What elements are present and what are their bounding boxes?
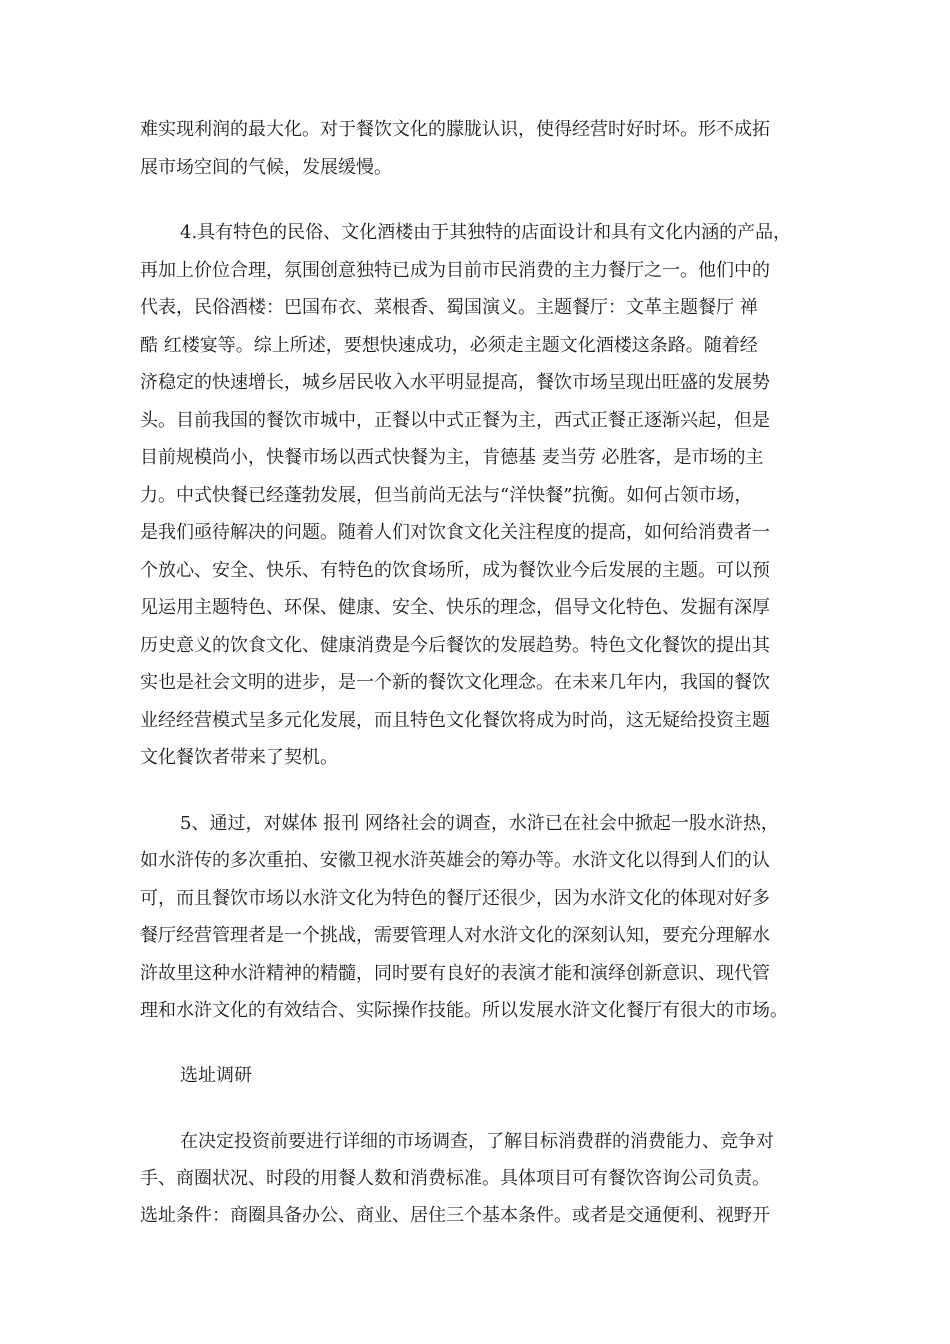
text-line: 浒故里这种水浒精神的精髓，同时要有良好的表演才能和演绎创新意识、现代管	[140, 963, 770, 984]
text-line: 展市场空间的气候，发展缓慢。	[140, 157, 392, 178]
text-line: 手、商圈状况、时段的用餐人数和消费标准。具体项目可有餐饮咨询公司负责。	[140, 1168, 770, 1189]
text-line: 酷 红楼宴等。综上所述，要想快速成功，必须走主题文化酒楼这条路。随着经	[140, 335, 758, 356]
text-line: 在决定投资前要进行详细的市场调查，了解目标消费群的消费能力、竞争对	[180, 1131, 774, 1152]
text-line: 如水浒传的多次重拍、安徽卫视水浒英雄会的筹办等。水浒文化以得到人们的认	[140, 850, 770, 871]
text-line: 历史意义的饮食文化、健康消费是今后餐饮的发展趋势。特色文化餐饮的提出其	[140, 635, 770, 656]
text-line: 实也是社会文明的进步，是一个新的餐饮文化理念。在未来几年内，我国的餐饮	[140, 672, 770, 693]
text-line: 力。中式快餐已经蓬勃发展，但当前尚无法与“洋快餐”抗衡。如何占领市场，	[140, 485, 753, 506]
text-line: 选址条件：商圈具备办公、商业、居住三个基本条件。或者是交通便利、视野开	[140, 1205, 770, 1226]
text-line: 餐厅经营管理者是一个挑战，需要管理人对水浒文化的深刻认知，要充分理解水	[140, 925, 770, 946]
text-line: 见运用主题特色、环保、健康、安全、快乐的理念，倡导文化特色、发掘有深厚	[140, 597, 770, 618]
text-line: 可，而且餐饮市场以水浒文化为特色的餐厅还很少，因为水浒文化的体现对好多	[140, 888, 770, 909]
text-line: 个放心、安全、快乐、有特色的饮食场所，成为餐饮业今后发展的主题。可以预	[140, 560, 770, 581]
text-line: 4.具有特色的民俗、文化酒楼由于其独特的店面设计和具有文化内涵的产品，	[180, 222, 792, 243]
text-line: 代表，民俗酒楼：巴国布衣、菜根香、蜀国演义。主题餐厅：文革主题餐厅 禅	[140, 297, 758, 318]
text-line: 是我们亟待解决的问题。随着人们对饮食文化关注程度的提高，如何给消费者一	[140, 522, 770, 543]
text-line: 业经经营模式呈多元化发展，而且特色文化餐饮将成为时尚，这无疑给投资主题	[140, 710, 770, 731]
text-line: 难实现利润的最大化。对于餐饮文化的朦胧认识，使得经营时好时坏。形不成拓	[140, 119, 770, 140]
text-line: 头。目前我国的餐饮市城中，正餐以中式正餐为主，西式正餐正逐渐兴起，但是	[140, 410, 770, 431]
text-line: 5、通过，对媒体 报刊 网络社会的调查，水浒已在社会中掀起一股水浒热，	[180, 813, 779, 834]
text-line: 济稳定的快速增长，城乡居民收入水平明显提高，餐饮市场呈现出旺盛的发展势	[140, 372, 770, 393]
text-line: 目前规模尚小，快餐市场以西式快餐为主，肯德基 麦当劳 必胜客，是市场的主	[140, 447, 764, 468]
text-line: 理和水浒文化的有效结合、实际操作技能。所以发展水浒文化餐厅有很大的市场。	[140, 1000, 788, 1021]
text-line: 文化餐饮者带来了契机。	[140, 747, 338, 768]
text-line: 再加上价位合理，氛围创意独特已成为目前市民消费的主力餐厅之一。他们中的	[140, 260, 770, 281]
section-heading: 选址调研	[180, 1065, 252, 1086]
